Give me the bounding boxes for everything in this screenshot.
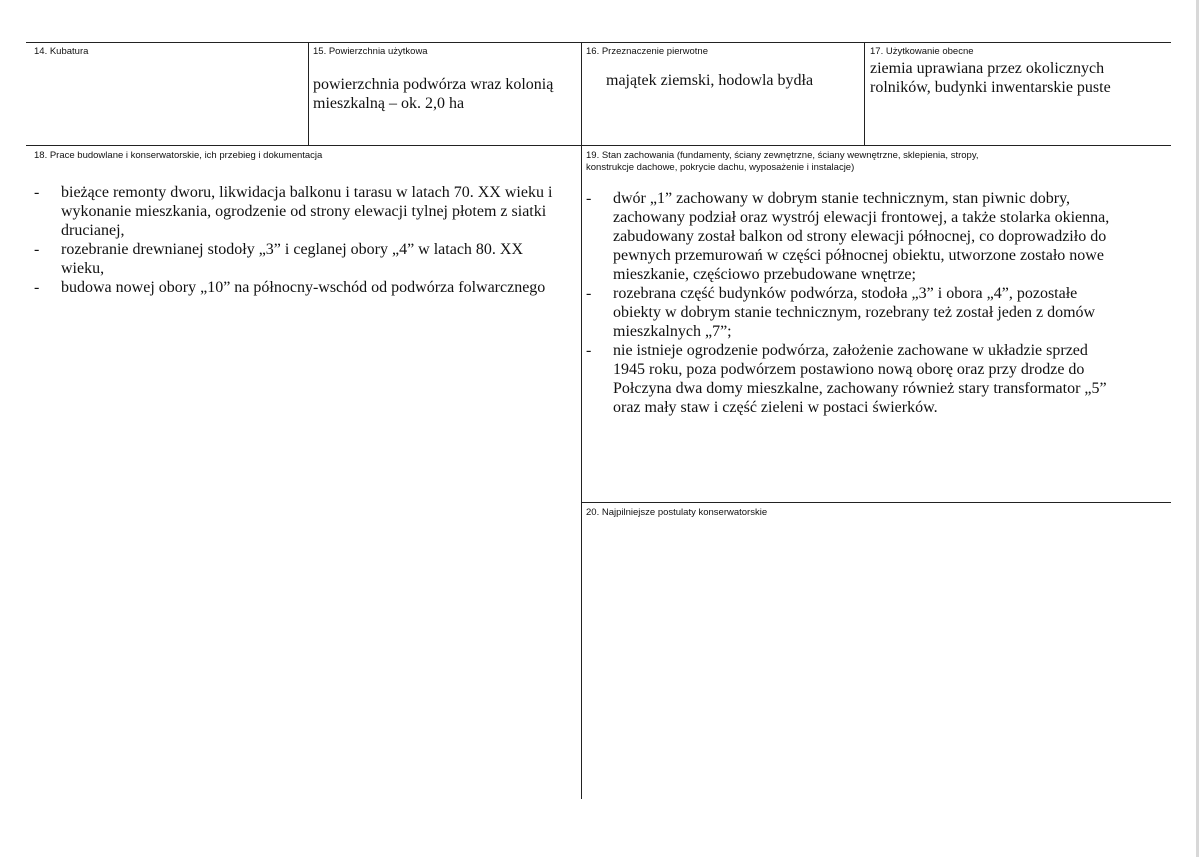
field-19-label: 19. Stan zachowania (fundamenty, ściany zewnętrzne, ściany wewnętrzne, sklepienia, stropy, konstrukcje dachowe, pokrycie dachu, wyposażenie i instalacje) xyxy=(586,150,979,173)
field-15-value-line: mieszkalną – ok. 2,0 ha xyxy=(313,95,465,112)
column-divider-1 xyxy=(308,42,309,145)
column-divider-3 xyxy=(864,42,865,145)
list-item: - bieżące remonty dworu, likwidacja balkonu i tarasu w latach 70. XX wieku i wykonanie mieszkania, ogrodzenie od strony elewacji tylnej płotem z siatki drucianej, xyxy=(34,184,553,239)
field-17-value-line: rolników, budynki inwentarskie puste xyxy=(870,79,1111,96)
field-15-label: 15. Powierzchnia użytkowa xyxy=(313,46,428,57)
field-20-top-rule xyxy=(581,502,1171,503)
field-18-label: 18. Prace budowlane i konserwatorskie, ich przebieg i dokumentacja xyxy=(34,150,323,161)
field-17-label: 17. Użytkowanie obecne xyxy=(870,46,974,57)
list-item: - budowa nowej obory „10” na północny-wschód od podwórza folwarcznego xyxy=(34,279,546,296)
field-17-value-line: ziemia uprawiana przez okolicznych xyxy=(870,60,1105,77)
table-top-rule xyxy=(26,42,1171,43)
field-14-label: 14. Kubatura xyxy=(34,46,89,57)
field-20-label: 20. Najpilniejsze postulaty konserwatorskie xyxy=(586,507,768,518)
list-item: - dwór „1” zachowany w dobrym stanie technicznym, stan piwnic dobry, zachowany podział oraz wystrój elewacji frontowej, a także stolarka okienna, zabudowany został balkon od strony elewacji północnej, co doprowadziło do pewnych przemurowań w części północnej obiektu, utworzone zostało nowe mieszkanie, częściowo przebudowane wnętrze; xyxy=(586,190,1110,283)
field-18-list xyxy=(34,183,579,297)
field-15-value-line: powierzchnia podwórza wraz kolonią xyxy=(313,76,554,93)
list-item: - rozebrana część budynków podwórza, stodoła „3” i obora „4”, pozostałe obiekty w dobrym stanie technicznym, rozebrany też został jeden z domów mieszkalnych „7”; xyxy=(586,285,1096,340)
section-divider-rule xyxy=(26,145,1171,146)
field-15-value xyxy=(313,75,575,113)
field-16-value: majątek ziemski, hodowla bydła xyxy=(606,72,814,89)
field-19-list xyxy=(586,189,1166,417)
field-17-value xyxy=(870,59,1166,97)
column-divider-2 xyxy=(581,42,582,799)
field-16-label: 16. Przeznaczenie pierwotne xyxy=(586,46,708,57)
list-item: - rozebranie drewnianej stodoły „3” i ceglanej obory „4” w latach 80. XX wieku, xyxy=(34,241,524,277)
list-item: - nie istnieje ogrodzenie podwórza, założenie zachowane w układzie sprzed 1945 roku, poza podwórzem postawiono nową oborę oraz przy drodze do Połczyna dwa domy mieszkalne, zachowany również stary transformator „5” oraz mały staw i część zieleni w postaci świerków. xyxy=(586,342,1107,416)
